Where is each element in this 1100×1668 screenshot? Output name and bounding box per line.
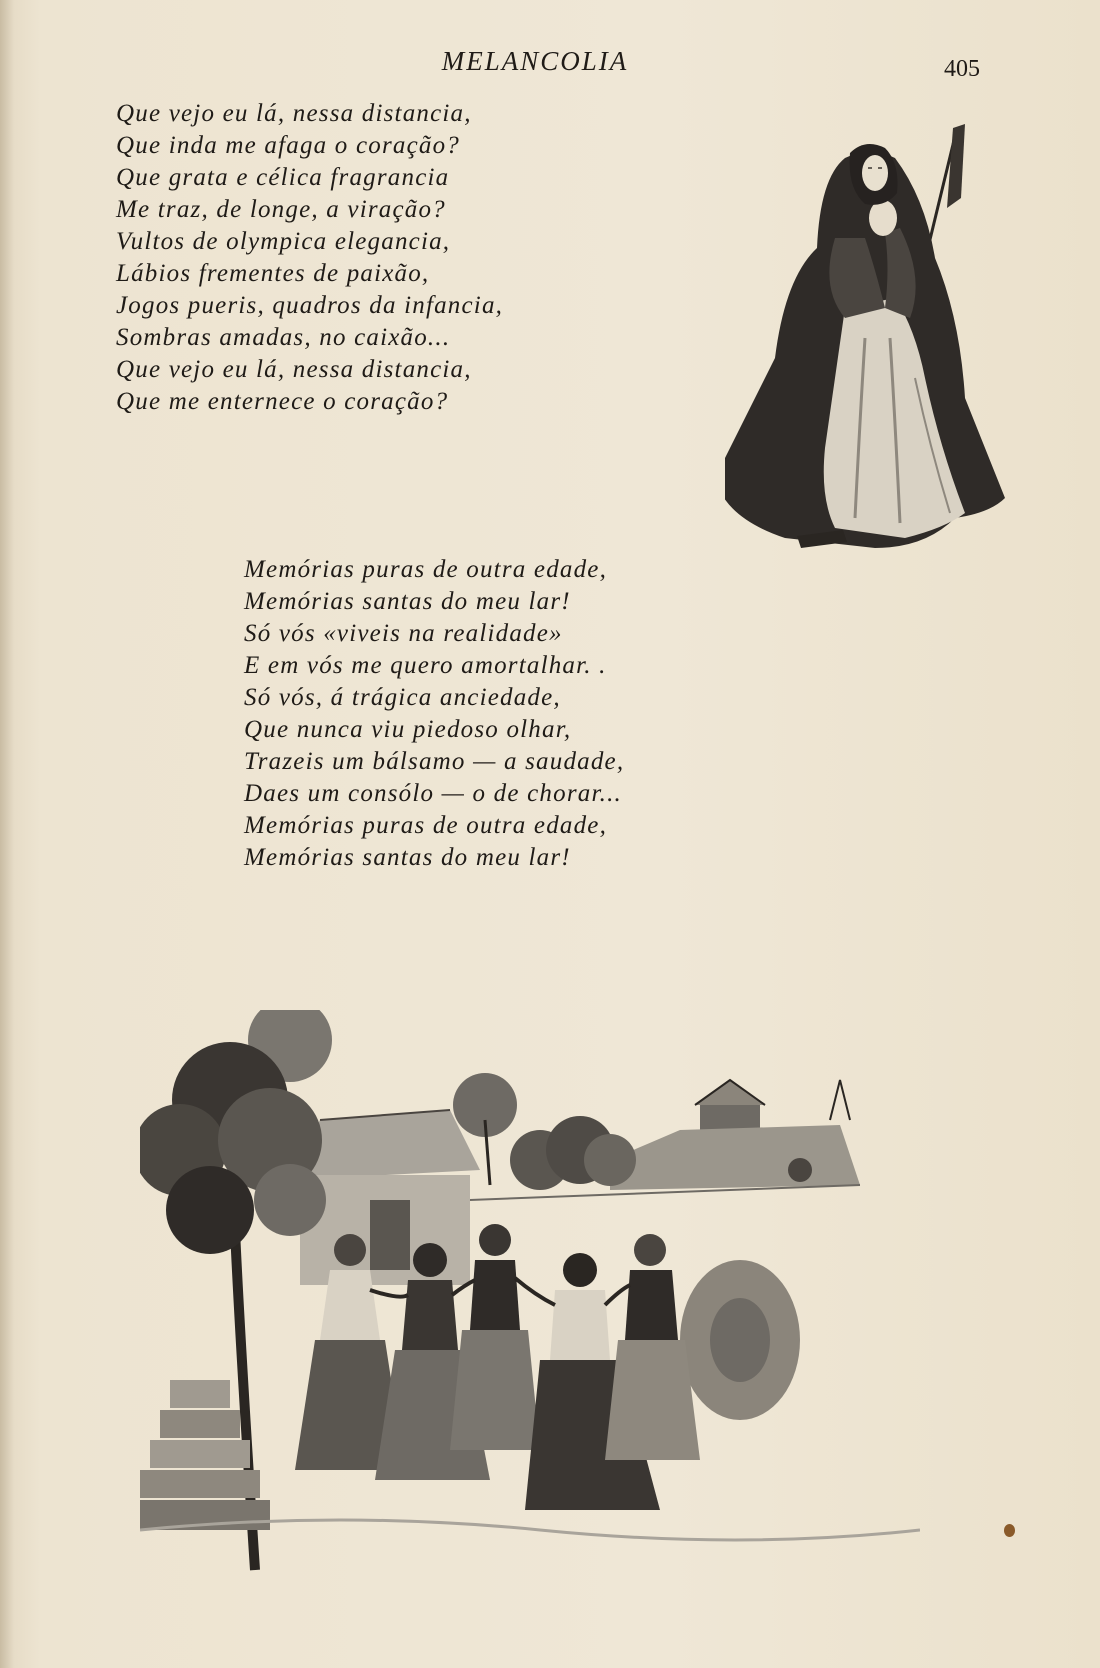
verse-line: Memórias santas do meu lar! bbox=[244, 588, 571, 615]
verse-line: E em vós me quero amortalhar. . bbox=[244, 652, 607, 679]
verse-line: Lábios frementes de paixão, bbox=[116, 260, 430, 287]
poem-stanza-2 bbox=[244, 554, 624, 874]
verse-line: Que nunca viu piedoso olhar, bbox=[244, 716, 572, 743]
chapel-drawing bbox=[610, 1080, 860, 1190]
verse-line: Memórias santas do meu lar! bbox=[244, 844, 571, 871]
verse-line: Que inda me afaga o coração? bbox=[116, 132, 460, 159]
verse-line: Que grata e célica fragrancia bbox=[116, 164, 450, 191]
poem-stanza-1 bbox=[116, 98, 503, 418]
village-dance-illustration bbox=[140, 1010, 920, 1590]
verse-line: Jogos pueris, quadros da infancia, bbox=[116, 292, 504, 319]
verse-line: Só vós «viveis na realidade» bbox=[244, 620, 563, 647]
page-number: 405 bbox=[944, 56, 980, 82]
kneeling-nun-illustration bbox=[725, 118, 1015, 568]
verse-line: Só vós, á trágica anciedade, bbox=[244, 684, 561, 711]
verse-line: Daes um consólo — o de chorar... bbox=[244, 780, 622, 807]
verse-line: Trazeis um bálsamo — a saudade, bbox=[244, 748, 625, 775]
verse-line: Vultos de olympica elegancia, bbox=[116, 228, 451, 255]
paper-stain bbox=[1004, 1524, 1015, 1537]
running-title: MELANCOLIA bbox=[441, 46, 629, 76]
verse-line: Que me enternece o coração? bbox=[116, 388, 449, 415]
verse-line: Que vejo eu lá, nessa distancia, bbox=[116, 356, 472, 383]
background-trees bbox=[453, 1073, 636, 1190]
verse-line: Sombras amadas, no caixão... bbox=[116, 324, 451, 351]
verse-line: Memórias puras de outra edade, bbox=[244, 556, 608, 583]
verse-line: Que vejo eu lá, nessa distancia, bbox=[116, 100, 472, 127]
verse-line: Memórias puras de outra edade, bbox=[244, 812, 608, 839]
page-gutter bbox=[0, 0, 14, 1668]
verse-line: Me traz, de longe, a viração? bbox=[116, 196, 446, 223]
